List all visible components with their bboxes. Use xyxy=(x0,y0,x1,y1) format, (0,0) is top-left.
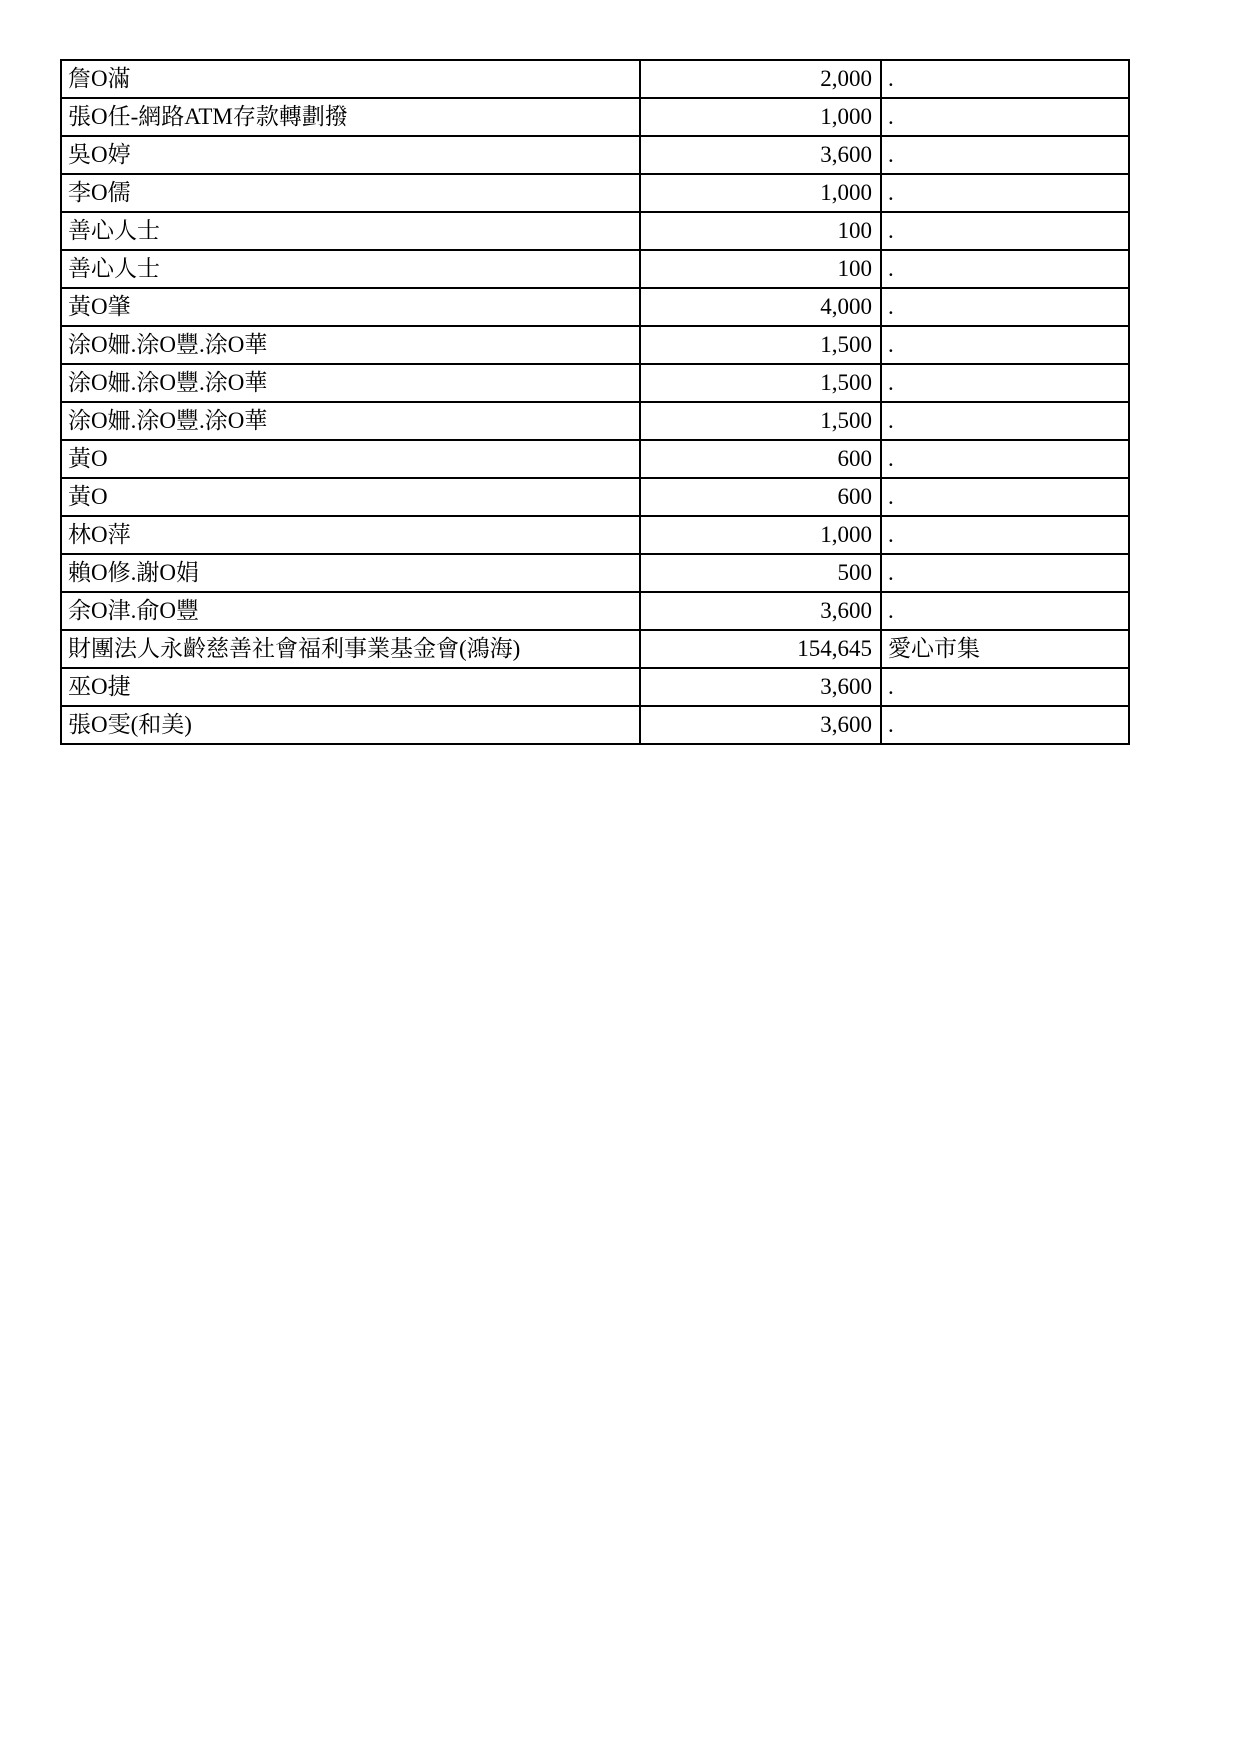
note-cell: . xyxy=(881,174,1129,212)
table-row xyxy=(61,326,1129,364)
donor-name-cell: 黃O xyxy=(61,440,640,478)
table-row xyxy=(61,212,1129,250)
table-row xyxy=(61,136,1129,174)
table-row xyxy=(61,554,1129,592)
amount-cell: 500 xyxy=(640,554,881,592)
table-row xyxy=(61,250,1129,288)
amount-cell: 3,600 xyxy=(640,592,881,630)
donor-name-cell: 黃O xyxy=(61,478,640,516)
table-row xyxy=(61,174,1129,212)
donor-name-cell: 張O雯(和美) xyxy=(61,706,640,744)
note-cell: . xyxy=(881,440,1129,478)
amount-cell: 1,500 xyxy=(640,402,881,440)
table-row xyxy=(61,98,1129,136)
amount-cell: 600 xyxy=(640,478,881,516)
donor-name-cell: 巫O捷 xyxy=(61,668,640,706)
table-row xyxy=(61,478,1129,516)
table-row xyxy=(61,60,1129,98)
donor-name-cell: 涂O姍.涂O豐.涂O華 xyxy=(61,326,640,364)
table-row xyxy=(61,288,1129,326)
note-cell: . xyxy=(881,668,1129,706)
note-cell: . xyxy=(881,478,1129,516)
table-row xyxy=(61,592,1129,630)
donor-name-cell: 詹O滿 xyxy=(61,60,640,98)
amount-cell: 1,000 xyxy=(640,174,881,212)
donor-name-cell: 黃O肇 xyxy=(61,288,640,326)
donation-table xyxy=(60,59,1130,745)
note-cell: . xyxy=(881,60,1129,98)
note-cell: . xyxy=(881,136,1129,174)
table-row xyxy=(61,630,1129,668)
donation-table-body xyxy=(61,60,1129,744)
donor-name-cell: 林O萍 xyxy=(61,516,640,554)
table-row xyxy=(61,364,1129,402)
amount-cell: 3,600 xyxy=(640,136,881,174)
note-cell: . xyxy=(881,592,1129,630)
table-row xyxy=(61,706,1129,744)
amount-cell: 154,645 xyxy=(640,630,881,668)
note-cell: . xyxy=(881,326,1129,364)
amount-cell: 600 xyxy=(640,440,881,478)
donor-name-cell: 李O儒 xyxy=(61,174,640,212)
note-cell: . xyxy=(881,250,1129,288)
amount-cell: 4,000 xyxy=(640,288,881,326)
note-cell: 愛心市集 xyxy=(881,630,1129,668)
donor-name-cell: 吳O婷 xyxy=(61,136,640,174)
donor-name-cell: 賴O修.謝O娟 xyxy=(61,554,640,592)
donor-name-cell: 善心人士 xyxy=(61,250,640,288)
donor-name-cell: 善心人士 xyxy=(61,212,640,250)
amount-cell: 1,000 xyxy=(640,98,881,136)
note-cell: . xyxy=(881,402,1129,440)
note-cell: . xyxy=(881,554,1129,592)
table-row xyxy=(61,516,1129,554)
table-row xyxy=(61,668,1129,706)
note-cell: . xyxy=(881,212,1129,250)
note-cell: . xyxy=(881,364,1129,402)
note-cell: . xyxy=(881,706,1129,744)
amount-cell: 1,500 xyxy=(640,364,881,402)
note-cell: . xyxy=(881,288,1129,326)
amount-cell: 3,600 xyxy=(640,668,881,706)
amount-cell: 100 xyxy=(640,212,881,250)
amount-cell: 100 xyxy=(640,250,881,288)
note-cell: . xyxy=(881,98,1129,136)
donor-name-cell: 余O津.俞O豐 xyxy=(61,592,640,630)
amount-cell: 1,500 xyxy=(640,326,881,364)
donor-name-cell: 張O任-網路ATM存款轉劃撥 xyxy=(61,98,640,136)
table-row xyxy=(61,440,1129,478)
amount-cell: 2,000 xyxy=(640,60,881,98)
note-cell: . xyxy=(881,516,1129,554)
donor-name-cell: 涂O姍.涂O豐.涂O華 xyxy=(61,402,640,440)
amount-cell: 1,000 xyxy=(640,516,881,554)
amount-cell: 3,600 xyxy=(640,706,881,744)
donor-name-cell: 財團法人永齡慈善社會福利事業基金會(鴻海) xyxy=(61,630,640,668)
table-row xyxy=(61,402,1129,440)
donor-name-cell: 涂O姍.涂O豐.涂O華 xyxy=(61,364,640,402)
